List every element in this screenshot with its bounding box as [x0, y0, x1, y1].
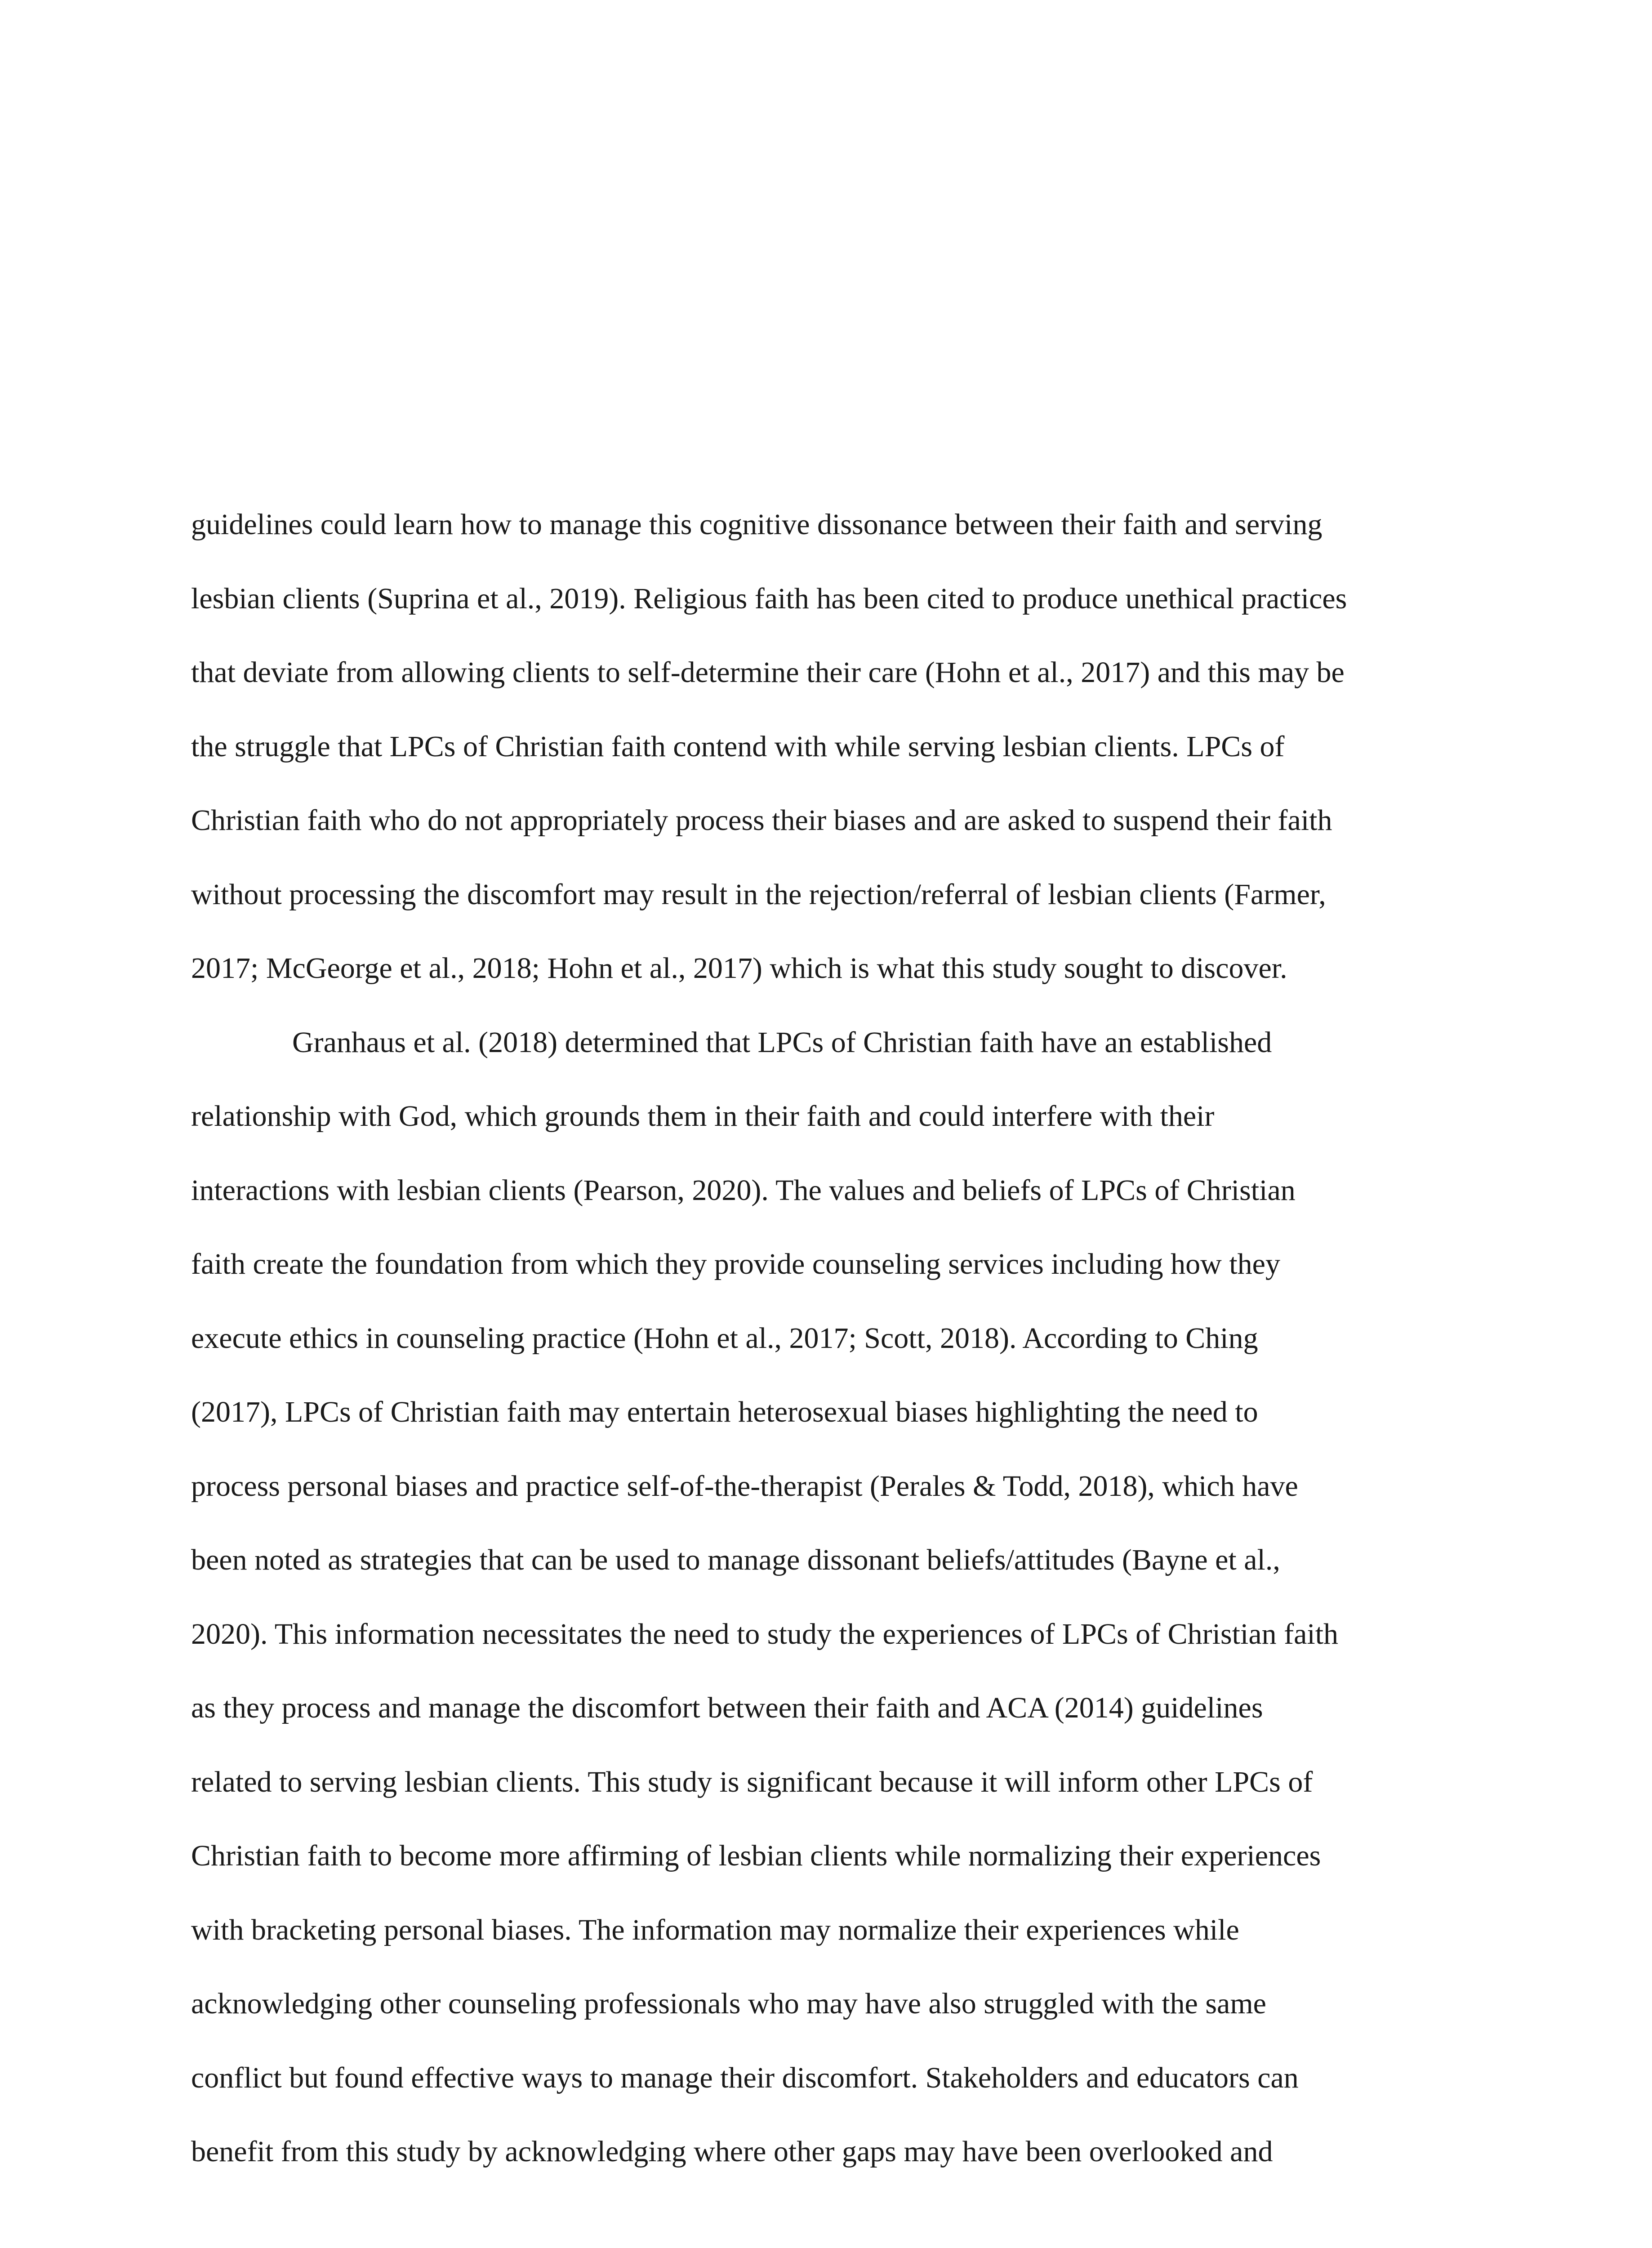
text-line: faith create the foundation from which they provide counseling services including how they	[191, 1248, 1280, 1280]
text-line: without processing the discomfort may result in the rejection/referral of lesbian clients (Farmer,	[191, 878, 1326, 911]
text-line: (2017), LPCs of Christian faith may entertain heterosexual biases highlighting the need to	[191, 1396, 1258, 1428]
text-line: Christian faith who do not appropriately process their biases and are asked to suspend their faith	[191, 804, 1332, 837]
body-text	[191, 488, 1472, 2189]
paragraph-first-line: Granhaus et al. (2018) determined that LPCs of Christian faith have an established	[292, 1026, 1272, 1059]
text-line: with bracketing personal biases. The information may normalize their experiences while	[191, 1913, 1239, 1946]
text-line: interactions with lesbian clients (Pearson, 2020). The values and beliefs of LPCs of Christian	[191, 1173, 1296, 1207]
text-line: benefit from this study by acknowledging where other gaps may have been overlooked and	[191, 2135, 1273, 2168]
text-line: related to serving lesbian clients. This study is significant because it will inform other LPCs of	[191, 1765, 1313, 1798]
text-line: process personal biases and practice self-of-the-therapist (Perales & Todd, 2018), which have	[191, 1469, 1298, 1503]
text-line: that deviate from allowing clients to self-determine their care (Hohn et al., 2017) and this may be	[191, 656, 1345, 689]
text-line: the struggle that LPCs of Christian faith contend with while serving lesbian clients. LPCs of	[191, 730, 1285, 763]
text-line: been noted as strategies that can be used to manage dissonant beliefs/attitudes (Bayne et al.,	[191, 1543, 1280, 1576]
text-line: guidelines could learn how to manage this cognitive dissonance between their faith and serving	[191, 508, 1322, 541]
text-line: conflict but found effective ways to manage their discomfort. Stakeholders and educators can	[191, 2061, 1299, 2094]
text-line: 2020). This information necessitates the need to study the experiences of LPCs of Christian faith	[191, 1617, 1339, 1650]
text-line: lesbian clients (Suprina et al., 2019). Religious faith has been cited to produce unethical practices	[191, 582, 1347, 615]
text-line: as they process and manage the discomfort between their faith and ACA (2014) guidelines	[191, 1691, 1263, 1724]
text-line: execute ethics in counseling practice (Hohn et al., 2017; Scott, 2018). According to Ching	[191, 1321, 1258, 1355]
text-line: 2017; McGeorge et al., 2018; Hohn et al., 2017) which is what this study sought to discover.	[191, 952, 1287, 985]
text-line: Christian faith to become more affirming of lesbian clients while normalizing their experiences	[191, 1839, 1321, 1872]
text-line: acknowledging other counseling professionals who may have also struggled with the same	[191, 1987, 1266, 2020]
text-line: relationship with God, which grounds them in their faith and could interfere with their	[191, 1100, 1215, 1133]
